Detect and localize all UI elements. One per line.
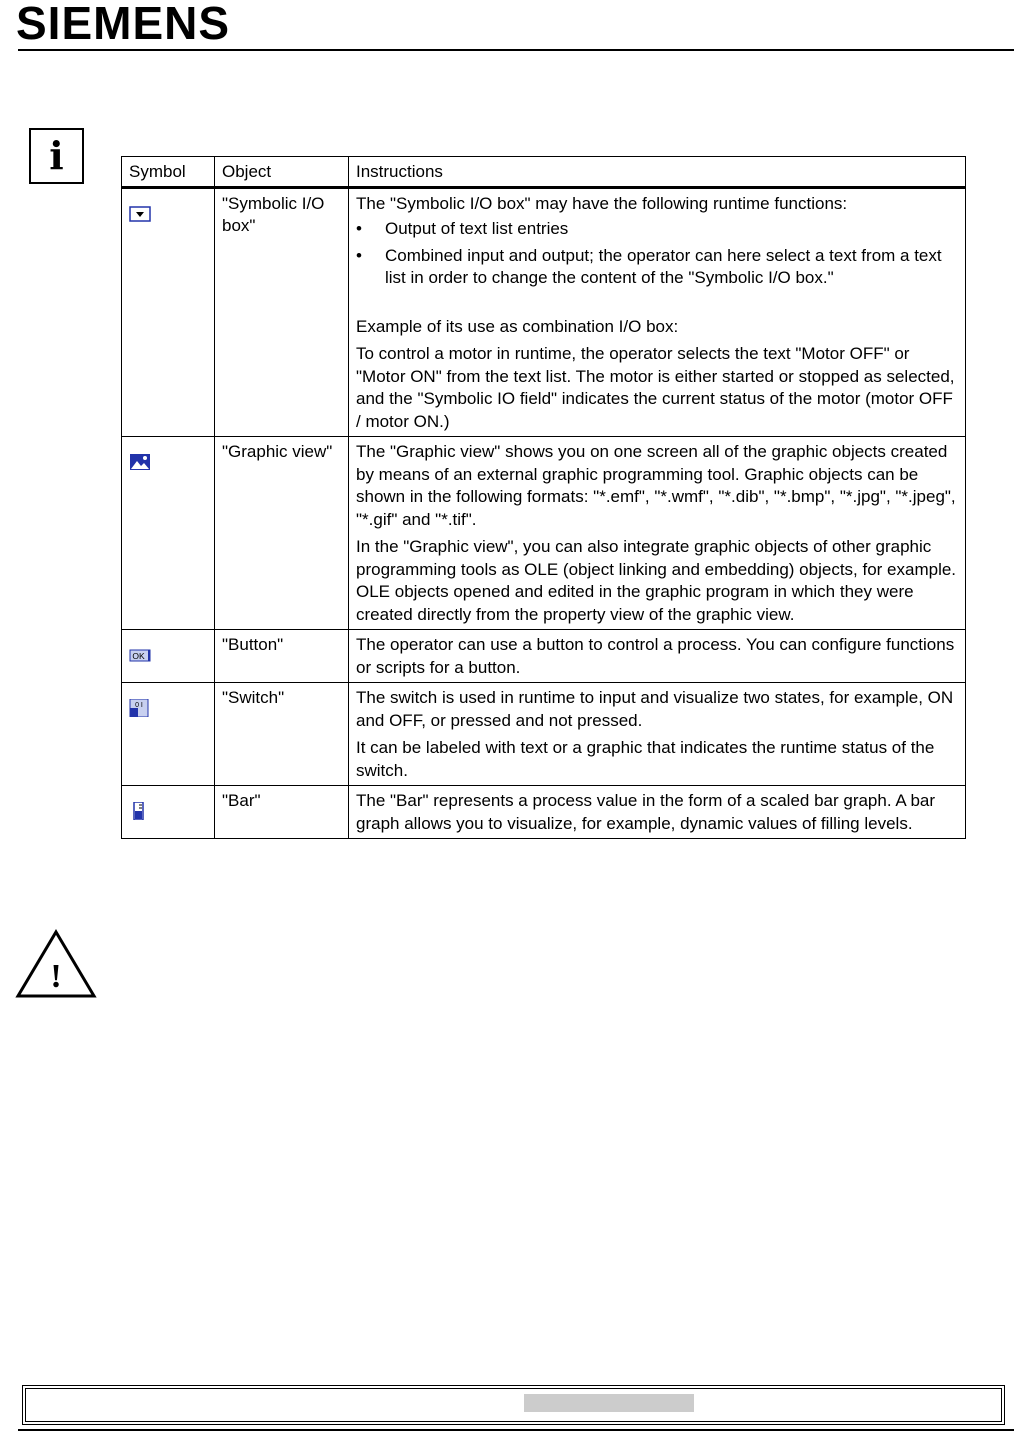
info-glyph: i	[49, 133, 64, 178]
symbol-cell	[122, 437, 215, 630]
symbol-cell	[122, 786, 215, 839]
object-cell: "Bar"	[215, 786, 349, 839]
switch-icon	[129, 699, 151, 717]
instruction-text: In the "Graphic view", you can also integrate graphic objects of other graphic programming tools as OLE (object linking and embedding) objects, for example. OLE objects opened and edited in the graphic program in which they were created directly from the property view of the graphic view.	[356, 537, 957, 624]
instruction-text: The switch is used in runtime to input and visualize two states, for example, ON and OFF, or pressed and not pressed.	[356, 688, 954, 730]
object-cell: "Switch"	[215, 683, 349, 786]
table-row	[122, 187, 966, 437]
header-object: Object	[215, 157, 349, 188]
instruction-text: The "Bar" represents a process value in the form of a scaled bar graph. A bar graph allows you to visualize, for example, dynamic values of filling levels.	[356, 791, 936, 833]
warning-icon	[15, 929, 97, 999]
bar-icon	[129, 802, 151, 820]
object-cell: "Button"	[215, 630, 349, 683]
instructions-cell	[349, 630, 966, 683]
instruction-text: It can be labeled with text or a graphic that indicates the runtime status of the switch.	[356, 738, 935, 780]
table-row	[122, 683, 966, 786]
warning-glyph: !	[50, 958, 62, 995]
symbol-cell	[122, 630, 215, 683]
instructions-cell	[349, 683, 966, 786]
instruction-text: The "Symbolic I/O box" may have the following runtime functions:	[356, 193, 848, 213]
header-symbol: Symbol	[122, 157, 215, 188]
instruction-text: The operator can use a button to control a process. You can configure functions or scripts for a button.	[356, 635, 955, 677]
symbolic-io-box-icon	[129, 205, 151, 223]
object-cell: "Symbolic I/O box"	[215, 187, 349, 437]
symbol-cell	[122, 683, 215, 786]
bullet-list	[356, 218, 957, 290]
header-rule	[18, 49, 1014, 51]
table-row	[122, 630, 966, 683]
button-icon	[129, 646, 151, 664]
siemens-logo: SIEMENS	[16, 0, 231, 49]
header-instructions: Instructions	[349, 157, 966, 188]
switch-icon-label: 0 I	[135, 702, 143, 709]
object-cell: "Graphic view"	[215, 437, 349, 630]
graphic-view-icon	[129, 453, 151, 471]
example-text: To control a motor in runtime, the operator selects the text "Motor OFF" or "Motor ON" from the text list. The motor is either started or stopped as selected, and the "Symbolic IO field" indicates the current status of the motor (motor OFF / motor ON.)	[356, 344, 955, 431]
instruction-text: The "Graphic view" shows you on one screen all of the graphic objects created by means of an external graphic programming tool. Graphic objects can be shown in the following formats: "*.emf", "*.wmf", "*.dib", "*.bmp", "*.jpg", "*.jpeg", "*.gif" and "*.tif".	[356, 442, 956, 529]
table-header-row	[122, 157, 966, 188]
footer-rule	[18, 1429, 1014, 1431]
instructions-cell	[349, 187, 966, 437]
instructions-cell	[349, 786, 966, 839]
info-icon	[29, 128, 84, 184]
button-icon-label: OK	[132, 651, 145, 661]
instructions-cell	[349, 437, 966, 630]
footer-gray-block	[524, 1394, 694, 1412]
footer-box	[22, 1385, 1005, 1425]
symbol-cell	[122, 187, 215, 437]
symbol-table	[121, 156, 966, 839]
table-row	[122, 786, 966, 839]
list-item: • Combined input and output; the operator can here select a text from a text list in order to change the content of the "Symbolic I/O box."	[356, 245, 957, 290]
table-row	[122, 437, 966, 630]
example-heading: Example of its use as combination I/O box:	[356, 316, 679, 336]
list-item: • Output of text list entries	[356, 218, 957, 241]
